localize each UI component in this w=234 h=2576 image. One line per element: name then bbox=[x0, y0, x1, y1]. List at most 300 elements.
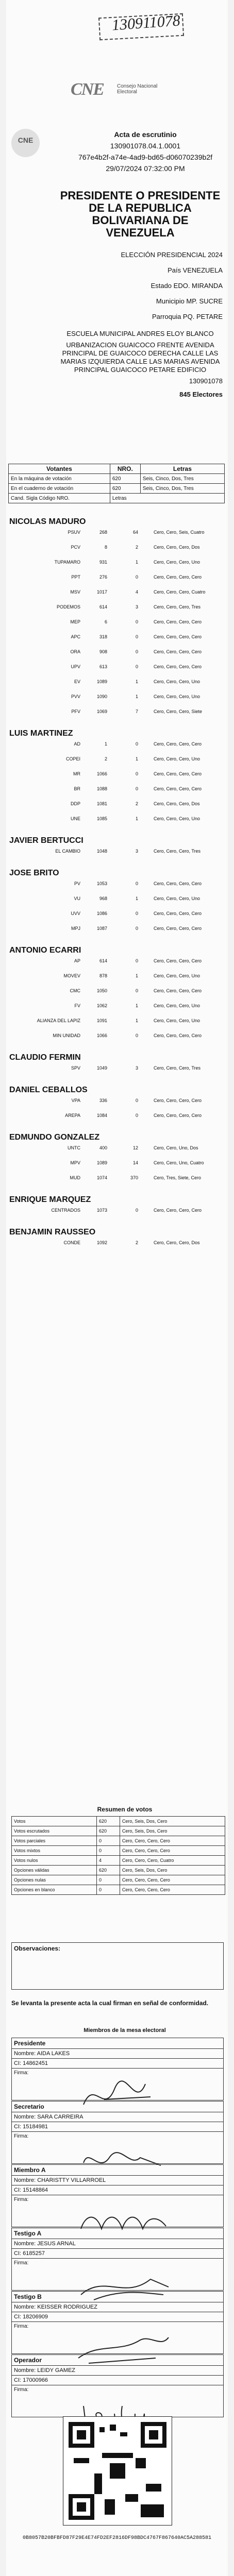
signature-label: Firma: bbox=[14, 2324, 29, 2329]
party-letters: Cero, Cero, Seis, Cuatro bbox=[154, 530, 205, 535]
summary-label: Votos parciales bbox=[12, 1836, 97, 1846]
candidate-name: JAVIER BERTUCCI bbox=[9, 836, 83, 845]
summary-value: 4 bbox=[97, 1856, 120, 1866]
party-votes: 4 bbox=[135, 589, 138, 595]
summary-row bbox=[12, 1836, 225, 1846]
party-letters: Cero, Cero, Cero, Cero bbox=[154, 958, 202, 963]
party-party: MPJ bbox=[71, 926, 80, 931]
signature-label: Firma: bbox=[14, 2260, 29, 2266]
voters-letras-header: Letras bbox=[140, 464, 224, 474]
party-code: 1081 bbox=[96, 801, 107, 806]
member-name: Nombre: KEISSER RODRIGUEZ bbox=[12, 2302, 223, 2312]
party-row bbox=[9, 1175, 226, 1188]
party-code: 1 bbox=[104, 741, 107, 747]
voters-row-letters: Seis, Cinco, Dos, Tres bbox=[140, 474, 224, 484]
party-votes: 1 bbox=[135, 694, 138, 699]
party-party: APC bbox=[71, 634, 80, 639]
member-ci: CI: 15148864 bbox=[12, 2185, 223, 2195]
cne-logo bbox=[71, 77, 174, 113]
party-votes: 0 bbox=[135, 634, 138, 639]
party-letters: Cero, Cero, Cero, Uno bbox=[154, 560, 200, 565]
party-row bbox=[9, 634, 226, 647]
candidate-name: JOSE BRITO bbox=[9, 869, 59, 877]
summary-label: Opciones nulas bbox=[12, 1875, 97, 1885]
party-party: AREPA bbox=[65, 1113, 80, 1118]
party-party: MOVEV bbox=[63, 973, 80, 978]
party-letters: Cero, Cero, Uno, Dos bbox=[154, 1145, 198, 1150]
party-votes: 0 bbox=[135, 1113, 138, 1118]
party-code: 268 bbox=[99, 530, 107, 535]
party-code: 1066 bbox=[96, 1033, 107, 1038]
summary-row bbox=[12, 1885, 225, 1895]
party-votes: 3 bbox=[135, 1065, 138, 1071]
party-code: 1086 bbox=[96, 911, 107, 916]
party-party: PSUV bbox=[68, 530, 80, 535]
party-letters: Cero, Cero, Cero, Cero bbox=[154, 574, 202, 580]
state: Estado EDO. MIRANDA bbox=[151, 282, 223, 290]
party-votes: 0 bbox=[135, 958, 138, 963]
summary-row bbox=[12, 1846, 225, 1856]
party-party: BR bbox=[74, 786, 80, 791]
country: País VENEZUELA bbox=[168, 266, 223, 274]
party-party: PVV bbox=[71, 694, 80, 699]
party-party: AP bbox=[74, 958, 80, 963]
party-party: MUD bbox=[70, 1175, 80, 1180]
party-party: MSV bbox=[70, 589, 80, 595]
summary-letters: Cero, Cero, Cero, Cero bbox=[120, 1846, 225, 1856]
voters-row-label: En la máquina de votación bbox=[9, 474, 110, 484]
party-party: VPA bbox=[71, 1098, 80, 1103]
party-row bbox=[9, 604, 226, 617]
summary-value: 0 bbox=[97, 1885, 120, 1895]
member-name: Nombre: JESUS ARNAL bbox=[12, 2239, 223, 2249]
party-party: SPV bbox=[71, 1065, 80, 1071]
party-party: PPT bbox=[71, 574, 80, 580]
member-ci: CI: 17000966 bbox=[12, 2376, 223, 2385]
party-party: DDP bbox=[70, 801, 80, 806]
party-row bbox=[9, 560, 226, 572]
party-letters: Cero, Cero, Cero, Cero bbox=[154, 771, 202, 776]
party-letters: Cero, Cero, Cero, Cero bbox=[154, 988, 202, 993]
party-letters: Cero, Cero, Cero, Cero bbox=[154, 911, 202, 916]
party-votes: 0 bbox=[135, 741, 138, 747]
party-row bbox=[9, 816, 226, 828]
summary-value: 620 bbox=[97, 1866, 120, 1875]
voters-header: Votantes bbox=[9, 464, 110, 474]
party-row bbox=[9, 1160, 226, 1173]
summary-letters: Cero, Seis, Dos, Cero bbox=[120, 1826, 225, 1836]
summary-letters: Cero, Cero, Cero, Cero bbox=[120, 1885, 225, 1895]
party-letters: Cero, Cero, Cero, Cero bbox=[154, 1113, 202, 1118]
member-role: Testigo B bbox=[12, 2292, 223, 2302]
party-votes: 0 bbox=[135, 664, 138, 669]
party-letters: Cero, Cero, Cero, Tres bbox=[154, 849, 201, 854]
party-party: UNTC bbox=[68, 1145, 80, 1150]
voters-row-value: 620 bbox=[110, 484, 140, 494]
party-letters: Cero, Cero, Cero, Uno bbox=[154, 1003, 200, 1008]
party-votes: 1 bbox=[135, 973, 138, 978]
party-letters: Cero, Cero, Cero, Tres bbox=[154, 604, 201, 609]
party-votes: 3 bbox=[135, 849, 138, 854]
party-party: CENTRADOS bbox=[51, 1208, 80, 1213]
acta-title: Acta de escrutinio bbox=[114, 130, 177, 139]
qr-code-graphic bbox=[63, 2417, 172, 2525]
party-code: 1087 bbox=[96, 926, 107, 931]
signature-label: Firma: bbox=[14, 2133, 29, 2139]
party-votes: 0 bbox=[135, 619, 138, 624]
summary-label: Votos escrutados bbox=[12, 1826, 97, 1836]
voters-row-letters: Seis, Cinco, Dos, Tres bbox=[140, 484, 224, 494]
party-code: 1062 bbox=[96, 1003, 107, 1008]
party-row bbox=[9, 530, 226, 542]
member-role: Secretario bbox=[12, 2102, 223, 2112]
party-code: 1049 bbox=[96, 1065, 107, 1071]
acta-header bbox=[68, 129, 223, 174]
member-role: Miembro A bbox=[12, 2165, 223, 2176]
party-row bbox=[9, 896, 226, 908]
stamp bbox=[63, 9, 192, 45]
party-row bbox=[9, 1003, 226, 1015]
party-row bbox=[9, 589, 226, 602]
summary-row bbox=[12, 1856, 225, 1866]
party-letters: Cero, Cero, Cero, Cero bbox=[154, 881, 202, 886]
party-row bbox=[9, 881, 226, 893]
closing-notice: Se levanta la presente acta la cual firman en señal de conformidad. bbox=[11, 1999, 209, 2007]
party-row bbox=[9, 1240, 226, 1252]
party-row bbox=[9, 694, 226, 706]
center-name: ESCUELA MUNICIPAL ANDRES ELOY BLANCO bbox=[66, 330, 214, 337]
party-code: 1053 bbox=[96, 881, 107, 886]
party-votes: 0 bbox=[135, 1098, 138, 1103]
member-name: Nombre: CHARISTTY VILLARROEL bbox=[12, 2176, 223, 2185]
party-row bbox=[9, 1145, 226, 1158]
cne-logo-mark: CNE bbox=[71, 80, 104, 99]
party-party: PV bbox=[74, 881, 80, 886]
party-letters: Cero, Cero, Cero, Cero bbox=[154, 741, 202, 747]
party-letters: Cero, Cero, Cero, Dos bbox=[154, 801, 200, 806]
party-party: EL CAMBIO bbox=[55, 849, 80, 854]
electors: 845 Electores bbox=[179, 391, 223, 398]
party-party: MR bbox=[73, 771, 80, 776]
party-party: UPV bbox=[71, 664, 80, 669]
party-letters: Cero, Cero, Cero, Cero bbox=[154, 1033, 202, 1038]
party-votes: 14 bbox=[132, 1160, 138, 1165]
party-code: 613 bbox=[99, 664, 107, 669]
party-row bbox=[9, 1065, 226, 1078]
member-role: Testigo A bbox=[12, 2228, 223, 2239]
parish: Parroquia PQ. PETARE bbox=[152, 313, 223, 320]
summary-letters: Cero, Seis, Dos, Cero bbox=[120, 1866, 225, 1875]
party-votes: 0 bbox=[135, 911, 138, 916]
party-votes: 64 bbox=[132, 530, 138, 535]
party-row bbox=[9, 1113, 226, 1125]
summary-value: 0 bbox=[97, 1836, 120, 1846]
member-ci: CI: 6185257 bbox=[12, 2249, 223, 2259]
municipality: Municipio MP. SUCRE bbox=[156, 297, 223, 305]
candidate-name: EDMUNDO GONZALEZ bbox=[9, 1133, 100, 1142]
party-code: 614 bbox=[99, 604, 107, 609]
qr-code bbox=[63, 2416, 172, 2526]
party-code: 614 bbox=[99, 958, 107, 963]
party-row bbox=[9, 1018, 226, 1030]
party-code: 1050 bbox=[96, 988, 107, 993]
party-row bbox=[9, 649, 226, 662]
center-code: 130901078 bbox=[189, 377, 223, 385]
party-letters: Cero, Cero, Cero, Cero bbox=[154, 634, 202, 639]
summary-label: Votos mixtos bbox=[12, 1846, 97, 1856]
party-letters: Cero, Cero, Cero, Siete bbox=[154, 709, 203, 714]
party-votes: 2 bbox=[135, 1240, 138, 1245]
summary-value: 620 bbox=[97, 1817, 120, 1826]
party-code: 1069 bbox=[96, 709, 107, 714]
summary-letters: Cero, Cero, Cero, Cero bbox=[120, 1875, 225, 1885]
party-row bbox=[9, 973, 226, 986]
party-letters: Cero, Cero, Cero, Cuatro bbox=[154, 589, 206, 595]
party-party: MIN UNIDAD bbox=[53, 1033, 80, 1038]
party-code: 1091 bbox=[96, 1018, 107, 1023]
candidate-name: LUIS MARTINEZ bbox=[9, 729, 73, 738]
signature-label: Firma: bbox=[14, 2387, 29, 2393]
party-votes: 370 bbox=[130, 1175, 138, 1180]
party-party: UVV bbox=[71, 911, 80, 916]
party-letters: Cero, Cero, Cero, Dos bbox=[154, 545, 200, 550]
acta-receipt bbox=[6, 0, 228, 2576]
party-party: MPV bbox=[70, 1160, 80, 1165]
party-letters: Cero, Cero, Cero, Cero bbox=[154, 664, 202, 669]
party-party: FV bbox=[74, 1003, 80, 1008]
party-party: CONDE bbox=[63, 1240, 80, 1245]
party-code: 878 bbox=[99, 973, 107, 978]
party-letters: Cero, Cero, Cero, Tres bbox=[154, 1065, 201, 1071]
party-letters: Cero, Cero, Cero, Cero bbox=[154, 619, 202, 624]
party-votes: 0 bbox=[135, 881, 138, 886]
voters-row-value: 620 bbox=[110, 474, 140, 484]
member-role: Operador bbox=[12, 2355, 223, 2366]
candidate-name: ANTONIO ECARRI bbox=[9, 946, 81, 955]
cne-seal-text: CNE bbox=[18, 136, 34, 144]
party-votes: 3 bbox=[135, 604, 138, 609]
summary-label: Votos bbox=[12, 1817, 97, 1826]
party-code: 1074 bbox=[96, 1175, 107, 1180]
party-votes: 0 bbox=[135, 1033, 138, 1038]
party-row bbox=[9, 545, 226, 557]
party-votes: 0 bbox=[135, 574, 138, 580]
party-row bbox=[9, 1208, 226, 1220]
member-ci: CI: 14862451 bbox=[12, 2059, 223, 2069]
party-votes: 0 bbox=[135, 926, 138, 931]
party-letters: Cero, Tres, Siete, Cero bbox=[154, 1175, 202, 1180]
acta-code: 130901078.04.1.0001 bbox=[110, 142, 181, 150]
party-party: COPEI bbox=[65, 756, 80, 761]
party-row bbox=[9, 786, 226, 799]
party-letters: Cero, Cero, Cero, Uno bbox=[154, 896, 200, 901]
party-letters: Cero, Cero, Cero, Cero bbox=[154, 786, 202, 791]
summary-value: 620 bbox=[97, 1826, 120, 1836]
party-code: 1092 bbox=[96, 1240, 107, 1245]
party-party: UNE bbox=[70, 816, 80, 821]
member-name: Nombre: AIDA LAKES bbox=[12, 2049, 223, 2059]
signature-label: Firma: bbox=[14, 2070, 29, 2076]
candidate-name: DANIEL CEBALLOS bbox=[9, 1086, 88, 1094]
party-row bbox=[9, 958, 226, 971]
party-votes: 1 bbox=[135, 816, 138, 821]
party-row bbox=[9, 926, 226, 938]
signature-label: Firma: bbox=[14, 2197, 29, 2202]
summary-row bbox=[12, 1875, 225, 1885]
party-code: 1073 bbox=[96, 1208, 107, 1213]
party-code: 1088 bbox=[96, 786, 107, 791]
party-letters: Cero, Cero, Cero, Cero bbox=[154, 649, 202, 654]
acta-hash: 0B8057B20BFBFD87F29E4E74FD2EF2816DF98BDC4767F867640AC5A288581 bbox=[22, 2535, 212, 2541]
party-letters: Cero, Cero, Cero, Cero bbox=[154, 926, 202, 931]
party-letters: Cero, Cero, Cero, Uno bbox=[154, 1018, 200, 1023]
party-letters: Cero, Cero, Cero, Cero bbox=[154, 1208, 202, 1213]
candidate-name: ENRIQUE MARQUEZ bbox=[9, 1195, 91, 1204]
candidate-name: BENJAMIN RAUSSEO bbox=[9, 1228, 96, 1236]
party-party: TUPAMARO bbox=[54, 560, 80, 565]
summary-label: Votos nulos bbox=[12, 1856, 97, 1866]
observations-label: Observaciones: bbox=[14, 1945, 61, 1952]
party-party: MEP bbox=[70, 619, 80, 624]
party-row bbox=[9, 574, 226, 587]
summary-letters: Cero, Seis, Dos, Cero bbox=[120, 1817, 225, 1826]
party-code: 318 bbox=[99, 634, 107, 639]
party-letters: Cero, Cero, Cero, Uno bbox=[154, 694, 200, 699]
election-name: ELECCIÓN PRESIDENCIAL 2024 bbox=[121, 251, 223, 259]
party-votes: 0 bbox=[135, 786, 138, 791]
party-letters: Cero, Cero, Cero, Uno bbox=[154, 756, 200, 761]
party-code: 1084 bbox=[96, 1113, 107, 1118]
party-letters: Cero, Cero, Uno, Cuatro bbox=[154, 1160, 204, 1165]
summary-value: 0 bbox=[97, 1846, 120, 1856]
member-ci: CI: 15184981 bbox=[12, 2122, 223, 2132]
summary-title: Resumen de votos bbox=[97, 1806, 153, 1813]
party-row bbox=[9, 1033, 226, 1045]
party-row bbox=[9, 741, 226, 754]
party-row bbox=[9, 801, 226, 814]
observations-box bbox=[11, 1942, 224, 1990]
member-ci: CI: 18206909 bbox=[12, 2312, 223, 2322]
party-code: 1090 bbox=[96, 694, 107, 699]
party-party: EV bbox=[74, 679, 80, 684]
party-votes: 12 bbox=[132, 1145, 138, 1150]
party-votes: 1 bbox=[135, 1018, 138, 1023]
party-row bbox=[9, 709, 226, 721]
party-code: 2 bbox=[104, 756, 107, 761]
party-row bbox=[9, 1098, 226, 1110]
party-code: 1085 bbox=[96, 816, 107, 821]
party-row bbox=[9, 911, 226, 923]
summary-label: Opciones en blanco bbox=[12, 1885, 97, 1895]
party-letters: Cero, Cero, Cero, Uno bbox=[154, 679, 200, 684]
party-code: 1089 bbox=[96, 679, 107, 684]
voters-table bbox=[8, 464, 225, 503]
party-votes: 0 bbox=[135, 649, 138, 654]
party-code: 400 bbox=[99, 1145, 107, 1150]
party-row bbox=[9, 619, 226, 632]
party-party: ORA bbox=[70, 649, 80, 654]
summary-row bbox=[12, 1826, 225, 1836]
party-letters: Cero, Cero, Cero, Uno bbox=[154, 973, 200, 978]
party-code: 1089 bbox=[96, 1160, 107, 1165]
candidate-name: NICOLAS MADURO bbox=[9, 517, 86, 526]
party-code: 968 bbox=[99, 896, 107, 901]
candidate-name: CLAUDIO FERMIN bbox=[9, 1053, 81, 1062]
acta-datetime: 29/07/2024 07:32:00 PM bbox=[106, 164, 185, 173]
party-party: CMC bbox=[70, 988, 80, 993]
summary-row bbox=[12, 1866, 225, 1875]
party-letters: Cero, Cero, Cero, Uno bbox=[154, 816, 200, 821]
stamp-number: 130911078 bbox=[111, 12, 181, 34]
cand-col-header: Cand. Sigla Código NRO. bbox=[9, 494, 110, 503]
party-votes: 0 bbox=[135, 771, 138, 776]
party-code: 908 bbox=[99, 649, 107, 654]
party-party: PCV bbox=[71, 545, 80, 550]
party-votes: 2 bbox=[135, 801, 138, 806]
party-party: VU bbox=[74, 896, 80, 901]
party-letters: Cero, Cero, Cero, Cero bbox=[154, 1098, 202, 1103]
party-votes: 1 bbox=[135, 756, 138, 761]
party-code: 1048 bbox=[96, 849, 107, 854]
party-code: 336 bbox=[99, 1098, 107, 1103]
party-row bbox=[9, 988, 226, 1001]
party-votes: 1 bbox=[135, 1003, 138, 1008]
party-party: PFV bbox=[71, 709, 80, 714]
party-party: AD bbox=[74, 741, 80, 747]
party-votes: 2 bbox=[135, 545, 138, 550]
cne-seal bbox=[11, 129, 40, 157]
voters-nro-header: NRO. bbox=[110, 464, 140, 474]
voters-row-label: En el cuaderno de votación bbox=[9, 484, 110, 494]
party-votes: 7 bbox=[135, 709, 138, 714]
center-address: URBANIZACION GUAICOCO FRENTE AVENIDA PRINCIPAL DE GUAICOCO DERECHA CALLE LAS MARIAS IZQUIERDA CALLE LAS MARIAS AVENIDA PRINCIPAL GUAICOCO PETARE EDIFICIO bbox=[60, 341, 220, 374]
center-info bbox=[58, 330, 223, 399]
party-votes: 1 bbox=[135, 560, 138, 565]
party-row bbox=[9, 849, 226, 861]
party-letters: Cero, Cero, Cero, Dos bbox=[154, 1240, 200, 1245]
location-info bbox=[58, 247, 223, 325]
election-title: PRESIDENTE O PRESIDENTE DE LA REPUBLICA BOLIVARIANA DE VENEZUELA bbox=[60, 189, 221, 239]
party-row bbox=[9, 679, 226, 691]
party-code: 6 bbox=[104, 619, 107, 624]
party-code: 1017 bbox=[96, 589, 107, 595]
member-role: Presidente bbox=[12, 2038, 223, 2049]
member-name: Nombre: LEIDY GAMEZ bbox=[12, 2366, 223, 2376]
members-title: Miembros de la mesa electoral bbox=[83, 2027, 166, 2033]
summary-label: Opciones válidas bbox=[12, 1866, 97, 1875]
party-party: ALIANZA DEL LAPIZ bbox=[37, 1018, 80, 1023]
party-code: 8 bbox=[104, 545, 107, 550]
party-code: 1066 bbox=[96, 771, 107, 776]
member-name: Nombre: SARA CARREIRA bbox=[12, 2112, 223, 2122]
party-votes: 1 bbox=[135, 896, 138, 901]
acta-hash-short: 767e4b2f-a74e-4ad9-bd65-d06070239b2f bbox=[78, 153, 212, 161]
summary-row bbox=[12, 1817, 225, 1826]
summary-letters: Cero, Cero, Cero, Cero bbox=[120, 1836, 225, 1846]
summary-table bbox=[11, 1816, 225, 1895]
party-votes: 0 bbox=[135, 1208, 138, 1213]
party-code: 276 bbox=[99, 574, 107, 580]
summary-value: 0 bbox=[97, 1875, 120, 1885]
party-row bbox=[9, 771, 226, 784]
cne-logo-text: Consejo Nacional Electoral bbox=[117, 83, 158, 95]
party-votes: 0 bbox=[135, 988, 138, 993]
letras-col-header: Letras bbox=[110, 494, 224, 503]
party-row bbox=[9, 664, 226, 676]
party-party: PODEMOS bbox=[56, 604, 80, 609]
summary-letters: Cero, Cero, Cero, Cuatro bbox=[120, 1856, 225, 1866]
party-code: 931 bbox=[99, 560, 107, 565]
